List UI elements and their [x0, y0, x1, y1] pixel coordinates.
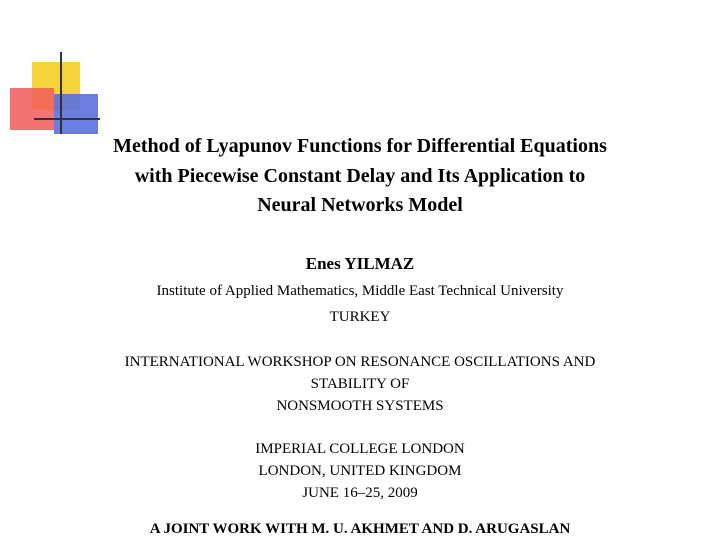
decorative-red-square	[10, 88, 54, 130]
author-affiliation: Institute of Applied Mathematics, Middle East Technical University	[156, 283, 564, 299]
decorative-horizontal-line	[34, 118, 100, 120]
venue-date: JUNE 16–25, 2009	[302, 485, 418, 501]
venue-line-2: LONDON, UNITED KINGDOM	[258, 463, 462, 479]
venue-line-1: IMPERIAL COLLEGE LONDON	[255, 441, 465, 457]
joint-work-credit: A JOINT WORK WITH M. U. AKHMET AND D. ARUGASLAN	[149, 521, 571, 537]
title-line-2: with Piecewise Constant Delay and Its Application to	[134, 165, 586, 187]
workshop-line-3: NONSMOOTH SYSTEMS	[276, 398, 444, 414]
title-line-1: Method of Lyapunov Functions for Differential Equations	[113, 135, 607, 157]
decorative-vertical-line	[60, 52, 62, 134]
workshop-line-1: INTERNATIONAL WORKSHOP ON RESONANCE OSCILLATIONS AND	[124, 354, 596, 370]
author-name: Enes YILMAZ	[305, 254, 415, 273]
title-line-3: Neural Networks Model	[257, 194, 463, 216]
author-country: TURKEY	[329, 309, 391, 325]
workshop-line-2: STABILITY OF	[310, 376, 410, 392]
